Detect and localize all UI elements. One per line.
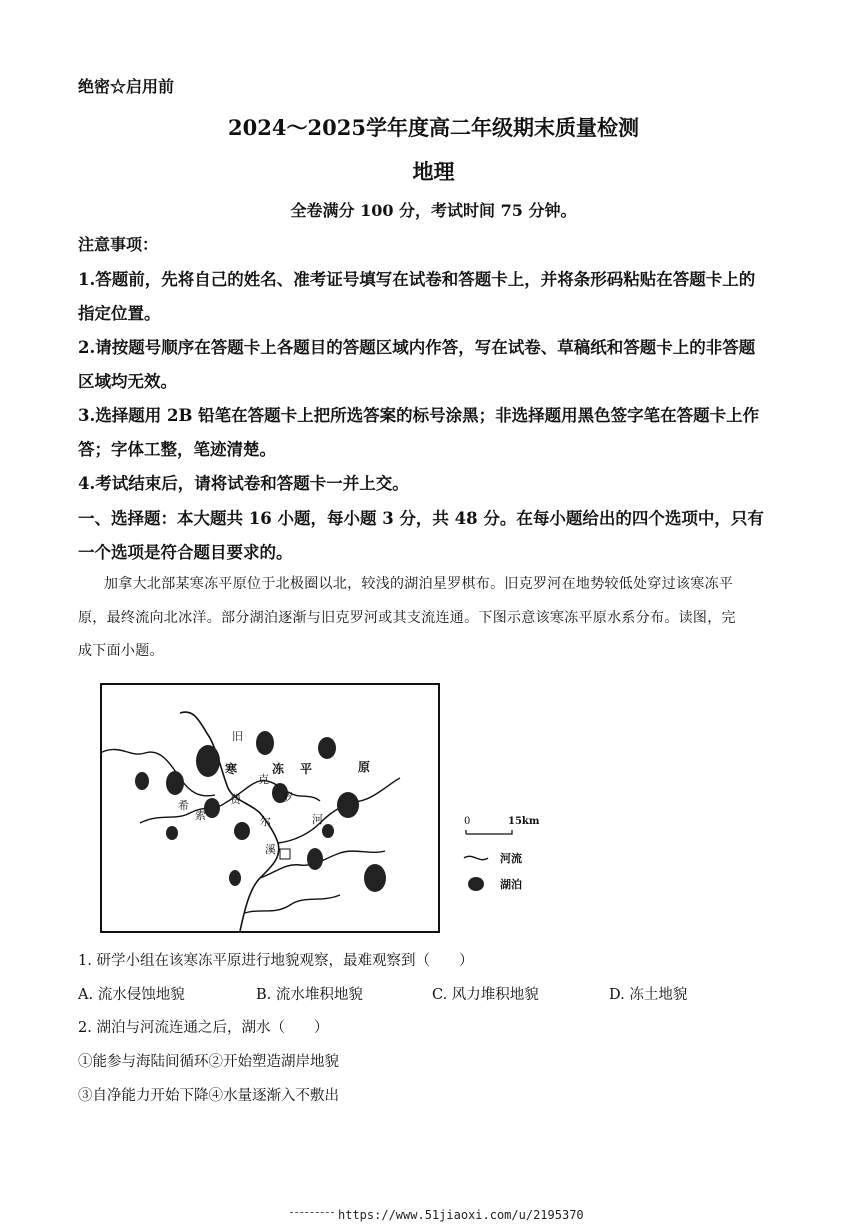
legend-lake-label: 湖泊 xyxy=(500,878,522,891)
exam-title: 2024～2025学年度高二年级期末质量检测 xyxy=(228,115,639,140)
lake-shape xyxy=(166,771,184,795)
map-label: 索 xyxy=(195,809,206,822)
exam-info: 全卷满分 100 分，考试时间 75 分钟。 xyxy=(290,201,577,220)
intro-line: 成下面小题。 xyxy=(78,643,164,659)
map-label: 寒 xyxy=(225,762,238,776)
question-1-stem: 1. 研学小组在该寒冻平原进行地貌观察，最难观察到（ ） xyxy=(78,953,474,969)
note-line: 4.考试结束后，请将试卷和答题卡一并上交。 xyxy=(78,474,409,493)
lake-shape xyxy=(256,731,274,755)
lake-shape xyxy=(337,792,359,818)
intro-line: 加拿大北部某寒冻平原位于北极圈以北，较浅的湖泊星罗棋布。旧克罗河在地势较低处穿过该寒冻平 xyxy=(104,576,734,592)
lake-shape xyxy=(135,772,149,790)
intro-line: 原，最终流向北冰洋。部分湖泊逐渐与旧克罗河或其支流连通。下图示意该寒冻平原水系分布。读图，完 xyxy=(78,610,736,626)
question-2-stem: 2. 湖泊与河流连通之后，湖水（ ） xyxy=(78,1020,329,1036)
scale-zero: 0 xyxy=(464,816,471,827)
footer-decoration xyxy=(290,1212,334,1219)
lake-shape xyxy=(234,822,250,840)
question-1-option-b: B. 流水堆积地貌 xyxy=(256,987,363,1003)
subject-title: 地理 xyxy=(412,159,455,184)
lake-legend-shape xyxy=(468,877,484,891)
footer-link[interactable]: https://www.51jiaoxi.com/u/2195370 xyxy=(338,1208,584,1222)
map-label: 罗 xyxy=(282,791,293,804)
note-line: 2.请按题号顺序在答题卡上各题目的答题区域内作答，写在试卷、草稿纸和答题卡上的非答题 xyxy=(78,338,756,357)
lake-shape xyxy=(322,824,334,838)
legend-river-label: 河流 xyxy=(500,852,522,865)
lake-shape xyxy=(204,798,220,818)
lake-shape xyxy=(318,737,336,759)
map-label: 原 xyxy=(358,760,371,774)
note-line: 指定位置。 xyxy=(78,304,161,323)
lake-shape xyxy=(166,826,178,840)
map-label: 克 xyxy=(258,773,269,786)
map-label: 河 xyxy=(312,813,323,826)
notes-heading: 注意事项： xyxy=(78,235,159,254)
question-1-option-a: A. 流水侵蚀地貌 xyxy=(78,987,185,1003)
lake-shape xyxy=(307,848,323,870)
map-label: 希 xyxy=(178,799,189,812)
map-label: 冻 xyxy=(272,762,285,776)
footer-url[interactable] xyxy=(290,1208,584,1222)
map-legend xyxy=(462,812,562,902)
scale-distance: 15km xyxy=(508,816,540,827)
section-heading: 一、选择题：本大题共 16 小题，每小题 3 分，共 48 分。在每小题给出的四个选项中，只有 xyxy=(78,509,764,528)
section-heading: 一个选项是符合题目要求的。 xyxy=(78,543,293,562)
map-label: 尔 xyxy=(260,815,271,828)
lake-shape xyxy=(364,864,386,892)
map-label: 溪 xyxy=(265,843,276,856)
river-legend-line xyxy=(464,856,488,859)
confidential-label: 绝密☆启用前 xyxy=(78,77,175,96)
map-label: 平 xyxy=(300,762,313,776)
question-1-option-c: C. 风力堆积地貌 xyxy=(432,987,539,1003)
lake-shape xyxy=(196,745,220,777)
question-2-statement: ③自净能力开始下降④水量逐渐入不敷出 xyxy=(78,1088,339,1104)
map-label: 费 xyxy=(230,793,241,806)
map-label: 旧 xyxy=(232,730,243,743)
note-line: 1.答题前，先将自己的姓名、准考证号填写在试卷和答题卡上，并将条形码粘贴在答题卡上的 xyxy=(78,270,756,289)
note-line: 区域均无效。 xyxy=(78,372,177,391)
note-line: 3.选择题用 2B 铅笔在答题卡上把所选答案的标号涂黑；非选择题用黑色签字笔在答题卡上作 xyxy=(78,406,760,425)
lake-shape xyxy=(229,870,241,886)
question-1-option-d: D. 冻土地貌 xyxy=(609,987,688,1003)
question-2-statement: ①能参与海陆间循环②开始塑造湖岸地貌 xyxy=(78,1054,339,1070)
legend-svg xyxy=(462,812,562,902)
note-line: 答；字体工整，笔迹清楚。 xyxy=(78,440,276,459)
scale-bar xyxy=(466,830,512,834)
